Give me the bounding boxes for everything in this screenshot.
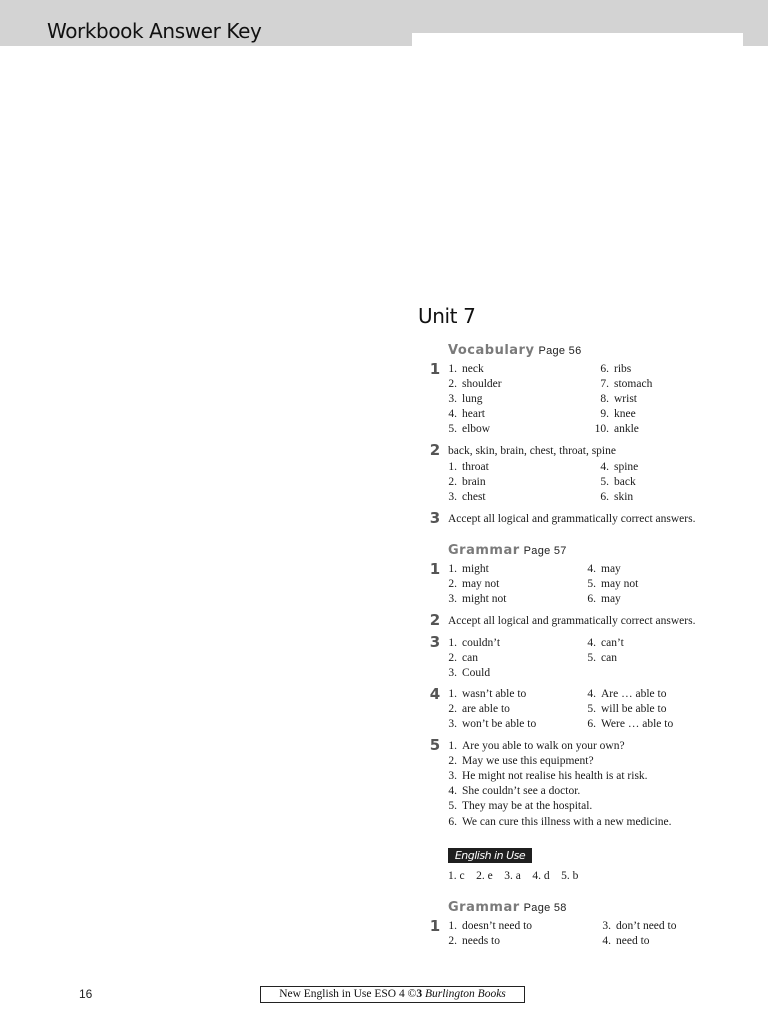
answer-item <box>599 460 638 475</box>
exercise-number: 5 <box>429 736 441 754</box>
answer-text: couldn’t <box>462 637 501 649</box>
answer-item <box>601 934 650 949</box>
footer-text: New English in Use ESO 4 © <box>279 988 417 1000</box>
answer-item <box>448 815 672 830</box>
answer-item <box>448 407 485 422</box>
answer-text: shoulder <box>462 378 502 390</box>
exercise-number: 3 <box>429 633 441 651</box>
answer-number: 1. <box>448 563 457 575</box>
answer-text: can <box>462 652 478 664</box>
header-bar-cutout <box>412 33 743 46</box>
answer-item <box>448 562 489 577</box>
answer-text: need to <box>616 935 650 947</box>
answer-text: We can cure this illness with a new medicine. <box>462 816 672 828</box>
exercise-number: 1 <box>429 360 441 378</box>
answer-text: may not <box>462 578 500 590</box>
answer-number: 4. <box>587 688 596 700</box>
answer-number: 4. <box>600 461 609 473</box>
answer-item <box>592 407 636 422</box>
answer-number: 5. <box>587 703 596 715</box>
section-page: Page 58 <box>523 902 567 914</box>
answer-text: spine <box>614 461 639 473</box>
answer-text: might <box>462 563 489 575</box>
answer-number: 3. <box>448 393 457 405</box>
answer-item <box>586 562 621 577</box>
answer-text: doesn’t need to <box>462 920 533 932</box>
answer-item <box>592 377 652 392</box>
answer-item <box>448 919 532 934</box>
answer-text: back, skin, brain, chest, throat, spine <box>448 445 616 457</box>
footer-brand: Burlington Books <box>424 988 506 1000</box>
answer-text: neck <box>462 363 484 375</box>
answer-number: 3. <box>448 718 457 730</box>
answer-number: 3. <box>602 920 611 932</box>
answer-number: 7. <box>600 378 609 390</box>
answer-item <box>448 739 625 754</box>
answer-text: Could <box>462 667 491 679</box>
grammar-heading <box>448 541 567 559</box>
answer-item <box>448 460 489 475</box>
answer-number: 1. <box>448 740 457 752</box>
answer-item <box>448 702 510 717</box>
answer-item <box>448 490 486 505</box>
answer-number: 9. <box>600 408 609 420</box>
answer-text: Accept all logical and grammatically correct answers. <box>448 615 696 627</box>
answer-number: 3. <box>448 593 457 605</box>
answer-item <box>448 592 506 607</box>
section-name: Grammar <box>448 900 520 915</box>
answer-number: 1. <box>448 461 457 473</box>
answer-text: won’t be able to <box>462 718 537 730</box>
answer-text: Are … able to <box>601 688 667 700</box>
answer-item <box>448 475 486 490</box>
exercise-number: 2 <box>429 441 441 459</box>
answer-text: He might not realise his health is at risk. <box>462 770 648 782</box>
english-in-use-label: English in Use <box>454 849 526 862</box>
grammar-heading-page-58 <box>448 898 567 916</box>
exercise-number: 2 <box>429 611 441 629</box>
answer-text: may <box>601 563 621 575</box>
answer-number: 2. <box>448 578 457 590</box>
answer-text: are able to <box>462 703 510 715</box>
page-number: 16 <box>79 987 93 1001</box>
answer-item <box>586 717 673 732</box>
exercise-number: 1 <box>429 917 441 935</box>
answer-item <box>599 490 633 505</box>
answer-item <box>592 362 631 377</box>
answer-number: 5. <box>448 423 457 435</box>
answer-item <box>586 687 666 702</box>
answer-text: may <box>601 593 621 605</box>
answer-text: might not <box>462 593 507 605</box>
answer-text: throat <box>462 461 489 473</box>
answer-item <box>448 687 526 702</box>
answer-number: 5. <box>587 652 596 664</box>
answer-item <box>448 784 580 799</box>
answer-number: 1. <box>448 363 457 375</box>
answer-number: 6. <box>600 363 609 375</box>
section-page: Page 56 <box>538 345 582 357</box>
answer-number: 6. <box>600 491 609 503</box>
answer-text: May we use this equipment? <box>462 755 594 767</box>
answer-number: 2. <box>448 755 457 767</box>
answer-item <box>586 577 638 592</box>
answer-item <box>448 769 648 784</box>
answer-text: wrist <box>614 393 637 405</box>
answer-text: skin <box>614 491 634 503</box>
answer-item <box>448 717 536 732</box>
vocabulary-heading <box>448 341 582 359</box>
answer-text: Accept all logical and grammatically correct answers. <box>448 513 696 525</box>
answer-item <box>586 651 617 666</box>
answer-text: will be able to <box>601 703 667 715</box>
answer-text: heart <box>462 408 485 420</box>
answer-number: 6. <box>587 718 596 730</box>
answer-text: knee <box>614 408 636 420</box>
answer-text: 1. c 2. e 3. a 4. d 5. b <box>448 870 579 882</box>
answer-number: 4. <box>448 785 457 797</box>
answer-item <box>448 636 500 651</box>
answer-number: 2. <box>448 378 457 390</box>
section-name: Vocabulary <box>448 343 535 358</box>
answer-text: can <box>601 652 617 664</box>
answer-item <box>599 475 636 490</box>
section-page: Page 57 <box>523 545 567 557</box>
unit-title: Unit 7 <box>418 304 476 328</box>
answer-number: 2. <box>448 703 457 715</box>
answer-number: 3. <box>448 770 457 782</box>
answer-text: don’t need to <box>616 920 677 932</box>
answer-text: They may be at the hospital. <box>462 800 593 812</box>
footer-brand-number: 3 <box>416 988 423 1000</box>
exercise-number: 4 <box>429 685 441 703</box>
answer-item <box>448 934 500 949</box>
answer-number: 4. <box>587 637 596 649</box>
answer-text: back <box>614 476 636 488</box>
answer-number: 2. <box>448 476 457 488</box>
answer-number: 4. <box>587 563 596 575</box>
answer-text: Were … able to <box>601 718 674 730</box>
answer-item <box>586 636 624 651</box>
answer-item <box>448 422 490 437</box>
answer-text: chest <box>462 491 486 503</box>
answer-item <box>592 392 637 407</box>
answer-item <box>448 362 484 377</box>
answer-text: can’t <box>601 637 624 649</box>
answer-text: wasn’t able to <box>462 688 527 700</box>
answer-number: 3. <box>448 667 457 679</box>
answer-number: 1. <box>448 688 457 700</box>
answer-text: Are you able to walk on your own? <box>462 740 625 752</box>
exercise-number: 3 <box>429 509 441 527</box>
answer-number: 4. <box>602 935 611 947</box>
answer-text: ribs <box>614 363 632 375</box>
answer-number: 2. <box>448 935 457 947</box>
answer-text: ankle <box>614 423 639 435</box>
answer-number: 5. <box>600 476 609 488</box>
section-name: Grammar <box>448 543 520 558</box>
answer-item <box>448 651 478 666</box>
document-title: Workbook Answer Key <box>47 19 262 43</box>
answer-item <box>448 392 482 407</box>
answer-text: lung <box>462 393 483 405</box>
answer-number: 8. <box>600 393 609 405</box>
answer-item <box>586 702 666 717</box>
answer-number: 2. <box>448 652 457 664</box>
answer-item <box>448 754 594 769</box>
answer-item <box>448 577 499 592</box>
answer-item <box>448 666 490 681</box>
answer-number: 6. <box>587 593 596 605</box>
answer-number: 5. <box>587 578 596 590</box>
answer-number: 5. <box>448 800 457 812</box>
answer-number: 3. <box>448 491 457 503</box>
answer-number: 10. <box>594 423 609 435</box>
footer-credit <box>260 986 525 1003</box>
answer-text: She couldn’t see a doctor. <box>462 785 581 797</box>
exercise-number: 1 <box>429 560 441 578</box>
answer-item <box>448 799 592 814</box>
answer-item <box>592 422 639 437</box>
answer-number: 6. <box>448 816 457 828</box>
answer-text: needs to <box>462 935 501 947</box>
answer-number: 1. <box>448 637 457 649</box>
answer-item <box>601 919 676 934</box>
answer-item <box>448 377 502 392</box>
answer-number: 4. <box>448 408 457 420</box>
answer-text: stomach <box>614 378 653 390</box>
answer-text: may not <box>601 578 639 590</box>
answer-item <box>586 592 621 607</box>
answer-number: 1. <box>448 920 457 932</box>
answer-text: brain <box>462 476 486 488</box>
answer-text: elbow <box>462 423 491 435</box>
